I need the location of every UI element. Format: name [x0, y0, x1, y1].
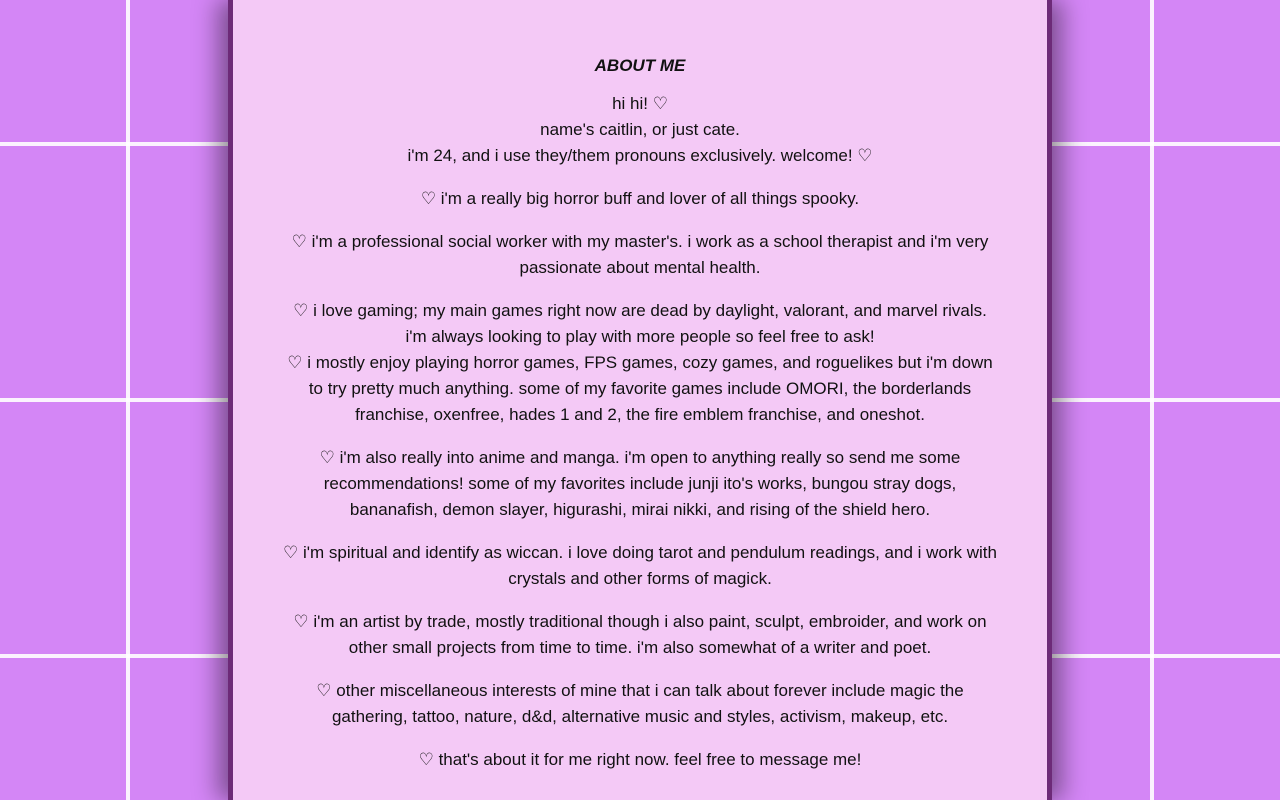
artist-paragraph: ♡ i'm an artist by trade, mostly traditional though i also paint, sculpt, embroider, and work on other small projects from time to time. i'm also somewhat of a writer and poet.: [293, 612, 987, 657]
intro-paragraph: [283, 91, 997, 169]
intro-pronouns: i'm 24, and i use they/them pronouns exclusively. welcome! ♡: [407, 146, 873, 165]
about-content: [233, 0, 1047, 773]
intro-greeting: hi hi! ♡: [612, 94, 668, 113]
gaming-paragraph: [283, 298, 997, 428]
gaming-favorites-text: ♡ i mostly enjoy playing horror games, FPS games, cozy games, and roguelikes but i'm down to try pretty much anything. some of my favorite games include OMORI, the borderlands franchise, oxenfree, hades 1 and 2, the fire emblem franchise, and oneshot.: [287, 353, 993, 424]
closing-paragraph: ♡ that's about it for me right now. feel free to message me!: [418, 750, 862, 769]
spiritual-paragraph: ♡ i'm spiritual and identify as wiccan. i love doing tarot and pendulum readings, and i work with crystals and other forms of magick.: [283, 543, 997, 588]
horror-paragraph: ♡ i'm a really big horror buff and lover of all things spooky.: [420, 189, 860, 208]
intro-name: name's caitlin, or just cate.: [540, 120, 740, 139]
about-title: ABOUT ME: [594, 56, 686, 75]
misc-paragraph: ♡ other miscellaneous interests of mine that i can talk about forever include magic the gathering, tattoo, nature, d&d, alternative music and styles, activism, makeup, etc.: [316, 681, 964, 726]
work-paragraph: ♡ i'm a professional social worker with my master's. i work as a school therapist and i'm very passionate about mental health.: [291, 232, 989, 277]
about-panel: [228, 0, 1052, 800]
anime-paragraph: ♡ i'm also really into anime and manga. i'm open to anything really so send me some recommendations! some of my favorites include junji ito's works, bungou stray dogs, bananafish, demon slayer, higurashi, mirai nikki, and rising of the shield hero.: [319, 448, 961, 519]
gaming-main-text: ♡ i love gaming; my main games right now are dead by daylight, valorant, and marvel rivals. i'm always looking to play with more people so feel free to ask!: [293, 301, 987, 346]
